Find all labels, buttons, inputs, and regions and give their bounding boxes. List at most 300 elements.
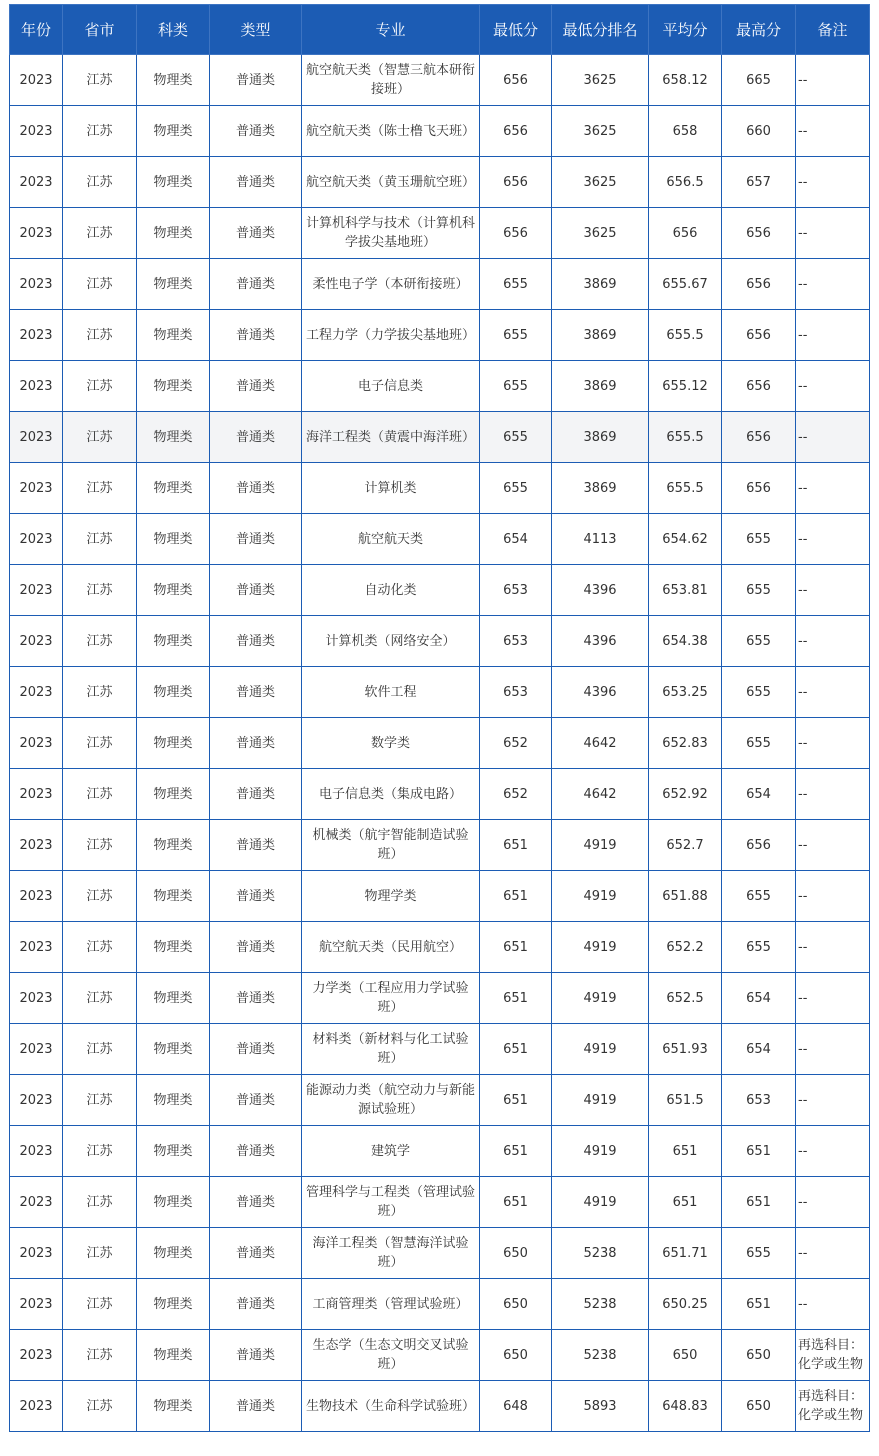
cell-type: 普通类	[210, 1228, 302, 1279]
table-header-row	[10, 5, 870, 55]
cell-major: 能源动力类（航空动力与新能源试验班）	[302, 1075, 480, 1126]
cell-type: 普通类	[210, 1381, 302, 1432]
header-avg-score: 平均分	[649, 5, 722, 55]
cell-max-score: 656	[722, 412, 796, 463]
cell-max-score: 653	[722, 1075, 796, 1126]
cell-min-score: 656	[480, 55, 552, 106]
cell-avg-score: 655.5	[649, 310, 722, 361]
cell-min-score: 655	[480, 259, 552, 310]
table-row	[10, 412, 870, 463]
cell-subject-category: 物理类	[137, 871, 210, 922]
table-row	[10, 1075, 870, 1126]
cell-min-score: 648	[480, 1381, 552, 1432]
cell-major: 工程力学（力学拔尖基地班）	[302, 310, 480, 361]
cell-min-score-rank: 4919	[552, 871, 649, 922]
cell-avg-score: 654.38	[649, 616, 722, 667]
cell-major: 生态学（生态文明交叉试验班）	[302, 1330, 480, 1381]
table-row	[10, 1228, 870, 1279]
cell-year: 2023	[10, 922, 63, 973]
table-row	[10, 973, 870, 1024]
cell-subject-category: 物理类	[137, 922, 210, 973]
table-row	[10, 208, 870, 259]
table-row	[10, 820, 870, 871]
cell-min-score: 654	[480, 514, 552, 565]
cell-major: 电子信息类（集成电路）	[302, 769, 480, 820]
cell-subject-category: 物理类	[137, 667, 210, 718]
cell-subject-category: 物理类	[137, 1279, 210, 1330]
cell-type: 普通类	[210, 1177, 302, 1228]
cell-subject-category: 物理类	[137, 1381, 210, 1432]
cell-year: 2023	[10, 1126, 63, 1177]
cell-avg-score: 658.12	[649, 55, 722, 106]
cell-province: 江苏	[63, 1330, 137, 1381]
cell-type: 普通类	[210, 157, 302, 208]
cell-avg-score: 650.25	[649, 1279, 722, 1330]
cell-type: 普通类	[210, 718, 302, 769]
cell-avg-score: 656.5	[649, 157, 722, 208]
header-type: 类型	[210, 5, 302, 55]
cell-major: 建筑学	[302, 1126, 480, 1177]
cell-remarks: --	[796, 820, 870, 871]
cell-min-score: 653	[480, 565, 552, 616]
cell-avg-score: 651.88	[649, 871, 722, 922]
cell-major: 材料类（新材料与化工试验班）	[302, 1024, 480, 1075]
cell-type: 普通类	[210, 667, 302, 718]
cell-year: 2023	[10, 1177, 63, 1228]
cell-avg-score: 650	[649, 1330, 722, 1381]
cell-min-score-rank: 4919	[552, 1024, 649, 1075]
cell-min-score-rank: 5893	[552, 1381, 649, 1432]
cell-province: 江苏	[63, 106, 137, 157]
cell-subject-category: 物理类	[137, 463, 210, 514]
cell-subject-category: 物理类	[137, 718, 210, 769]
cell-subject-category: 物理类	[137, 259, 210, 310]
cell-avg-score: 655.5	[649, 412, 722, 463]
cell-type: 普通类	[210, 259, 302, 310]
cell-max-score: 651	[722, 1177, 796, 1228]
cell-max-score: 650	[722, 1330, 796, 1381]
cell-major: 海洋工程类（智慧海洋试验班）	[302, 1228, 480, 1279]
cell-remarks: 再选科目：化学或生物	[796, 1381, 870, 1432]
cell-min-score: 655	[480, 361, 552, 412]
cell-min-score: 650	[480, 1330, 552, 1381]
cell-min-score-rank: 5238	[552, 1279, 649, 1330]
cell-type: 普通类	[210, 361, 302, 412]
cell-subject-category: 物理类	[137, 514, 210, 565]
cell-type: 普通类	[210, 514, 302, 565]
cell-avg-score: 654.62	[649, 514, 722, 565]
cell-min-score-rank: 3625	[552, 157, 649, 208]
cell-remarks: --	[796, 718, 870, 769]
cell-min-score-rank: 5238	[552, 1228, 649, 1279]
table-row	[10, 361, 870, 412]
cell-major: 航空航天类（智慧三航本研衔接班）	[302, 55, 480, 106]
cell-min-score: 652	[480, 718, 552, 769]
cell-max-score: 654	[722, 769, 796, 820]
cell-subject-category: 物理类	[137, 616, 210, 667]
cell-major: 航空航天类（陈士橹飞天班）	[302, 106, 480, 157]
cell-type: 普通类	[210, 1279, 302, 1330]
table-row	[10, 514, 870, 565]
admission-scores-table	[9, 4, 870, 1432]
header-max-score: 最高分	[722, 5, 796, 55]
cell-subject-category: 物理类	[137, 1330, 210, 1381]
header-province: 省市	[63, 5, 137, 55]
cell-province: 江苏	[63, 463, 137, 514]
table-row	[10, 55, 870, 106]
table-row	[10, 463, 870, 514]
cell-type: 普通类	[210, 871, 302, 922]
table-row	[10, 1381, 870, 1432]
cell-province: 江苏	[63, 565, 137, 616]
cell-type: 普通类	[210, 310, 302, 361]
cell-province: 江苏	[63, 769, 137, 820]
admission-scores-table-container	[9, 4, 869, 1432]
cell-remarks: --	[796, 1279, 870, 1330]
cell-major: 电子信息类	[302, 361, 480, 412]
header-major: 专业	[302, 5, 480, 55]
cell-year: 2023	[10, 1381, 63, 1432]
cell-min-score: 651	[480, 871, 552, 922]
cell-major: 生物技术（生命科学试验班）	[302, 1381, 480, 1432]
cell-year: 2023	[10, 973, 63, 1024]
cell-province: 江苏	[63, 616, 137, 667]
cell-remarks: --	[796, 106, 870, 157]
cell-min-score-rank: 4919	[552, 1075, 649, 1126]
cell-min-score: 652	[480, 769, 552, 820]
cell-min-score: 653	[480, 667, 552, 718]
cell-avg-score: 655.5	[649, 463, 722, 514]
cell-min-score-rank: 3625	[552, 106, 649, 157]
cell-province: 江苏	[63, 157, 137, 208]
cell-province: 江苏	[63, 667, 137, 718]
cell-remarks: --	[796, 310, 870, 361]
cell-min-score: 653	[480, 616, 552, 667]
cell-min-score: 655	[480, 463, 552, 514]
cell-year: 2023	[10, 616, 63, 667]
table-row	[10, 565, 870, 616]
cell-remarks: 再选科目：化学或生物	[796, 1330, 870, 1381]
cell-province: 江苏	[63, 820, 137, 871]
cell-province: 江苏	[63, 514, 137, 565]
cell-remarks: --	[796, 55, 870, 106]
cell-type: 普通类	[210, 1024, 302, 1075]
table-row	[10, 106, 870, 157]
cell-year: 2023	[10, 310, 63, 361]
table-row	[10, 769, 870, 820]
table-row	[10, 259, 870, 310]
header-min-score-rank: 最低分排名	[552, 5, 649, 55]
cell-remarks: --	[796, 1024, 870, 1075]
cell-remarks: --	[796, 565, 870, 616]
cell-type: 普通类	[210, 412, 302, 463]
cell-min-score: 650	[480, 1279, 552, 1330]
cell-avg-score: 655.12	[649, 361, 722, 412]
cell-province: 江苏	[63, 1177, 137, 1228]
cell-major: 柔性电子学（本研衔接班）	[302, 259, 480, 310]
cell-subject-category: 物理类	[137, 1177, 210, 1228]
cell-min-score-rank: 4113	[552, 514, 649, 565]
cell-subject-category: 物理类	[137, 412, 210, 463]
cell-province: 江苏	[63, 871, 137, 922]
cell-province: 江苏	[63, 310, 137, 361]
cell-avg-score: 648.83	[649, 1381, 722, 1432]
cell-type: 普通类	[210, 820, 302, 871]
table-row	[10, 718, 870, 769]
cell-max-score: 654	[722, 1024, 796, 1075]
cell-remarks: --	[796, 1228, 870, 1279]
cell-subject-category: 物理类	[137, 1126, 210, 1177]
header-remarks: 备注	[796, 5, 870, 55]
cell-year: 2023	[10, 871, 63, 922]
cell-max-score: 655	[722, 871, 796, 922]
table-row	[10, 157, 870, 208]
cell-year: 2023	[10, 565, 63, 616]
cell-major: 机械类（航宇智能制造试验班）	[302, 820, 480, 871]
cell-min-score-rank: 4396	[552, 616, 649, 667]
cell-min-score: 656	[480, 157, 552, 208]
cell-remarks: --	[796, 259, 870, 310]
cell-min-score: 651	[480, 1075, 552, 1126]
cell-remarks: --	[796, 514, 870, 565]
cell-major: 自动化类	[302, 565, 480, 616]
cell-avg-score: 652.92	[649, 769, 722, 820]
cell-avg-score: 652.5	[649, 973, 722, 1024]
cell-year: 2023	[10, 463, 63, 514]
cell-year: 2023	[10, 1024, 63, 1075]
table-row	[10, 871, 870, 922]
cell-subject-category: 物理类	[137, 565, 210, 616]
cell-province: 江苏	[63, 259, 137, 310]
cell-major: 航空航天类（黄玉珊航空班）	[302, 157, 480, 208]
cell-min-score: 655	[480, 310, 552, 361]
cell-year: 2023	[10, 667, 63, 718]
cell-province: 江苏	[63, 1228, 137, 1279]
cell-province: 江苏	[63, 1126, 137, 1177]
cell-max-score: 656	[722, 208, 796, 259]
cell-max-score: 655	[722, 718, 796, 769]
cell-type: 普通类	[210, 769, 302, 820]
cell-max-score: 656	[722, 361, 796, 412]
cell-min-score-rank: 3869	[552, 463, 649, 514]
cell-max-score: 650	[722, 1381, 796, 1432]
cell-remarks: --	[796, 463, 870, 514]
cell-max-score: 656	[722, 310, 796, 361]
cell-subject-category: 物理类	[137, 1228, 210, 1279]
cell-min-score-rank: 4642	[552, 718, 649, 769]
cell-major: 计算机科学与技术（计算机科学拔尖基地班）	[302, 208, 480, 259]
cell-min-score-rank: 4919	[552, 1177, 649, 1228]
table-row	[10, 1330, 870, 1381]
cell-remarks: --	[796, 361, 870, 412]
table-row	[10, 310, 870, 361]
cell-subject-category: 物理类	[137, 1075, 210, 1126]
cell-max-score: 655	[722, 667, 796, 718]
cell-subject-category: 物理类	[137, 310, 210, 361]
cell-min-score-rank: 3625	[552, 55, 649, 106]
table-row	[10, 922, 870, 973]
cell-province: 江苏	[63, 1279, 137, 1330]
cell-type: 普通类	[210, 973, 302, 1024]
cell-max-score: 654	[722, 973, 796, 1024]
cell-province: 江苏	[63, 55, 137, 106]
cell-min-score: 651	[480, 973, 552, 1024]
cell-remarks: --	[796, 412, 870, 463]
cell-major: 物理学类	[302, 871, 480, 922]
cell-avg-score: 651	[649, 1177, 722, 1228]
cell-major: 管理科学与工程类（管理试验班）	[302, 1177, 480, 1228]
cell-type: 普通类	[210, 1126, 302, 1177]
cell-remarks: --	[796, 871, 870, 922]
cell-remarks: --	[796, 616, 870, 667]
cell-subject-category: 物理类	[137, 361, 210, 412]
table-row	[10, 616, 870, 667]
cell-min-score: 656	[480, 208, 552, 259]
cell-major: 海洋工程类（黄震中海洋班）	[302, 412, 480, 463]
cell-year: 2023	[10, 55, 63, 106]
cell-type: 普通类	[210, 463, 302, 514]
cell-subject-category: 物理类	[137, 157, 210, 208]
cell-min-score-rank: 4396	[552, 565, 649, 616]
cell-avg-score: 653.81	[649, 565, 722, 616]
cell-remarks: --	[796, 1126, 870, 1177]
cell-max-score: 655	[722, 565, 796, 616]
cell-min-score-rank: 4642	[552, 769, 649, 820]
cell-major: 软件工程	[302, 667, 480, 718]
cell-remarks: --	[796, 208, 870, 259]
cell-avg-score: 658	[649, 106, 722, 157]
cell-min-score: 651	[480, 1177, 552, 1228]
cell-year: 2023	[10, 1279, 63, 1330]
cell-type: 普通类	[210, 1075, 302, 1126]
cell-year: 2023	[10, 259, 63, 310]
table-row	[10, 1126, 870, 1177]
cell-major: 力学类（工程应用力学试验班）	[302, 973, 480, 1024]
cell-min-score: 651	[480, 820, 552, 871]
cell-remarks: --	[796, 973, 870, 1024]
cell-min-score-rank: 3869	[552, 412, 649, 463]
cell-subject-category: 物理类	[137, 1024, 210, 1075]
table-row	[10, 1177, 870, 1228]
cell-province: 江苏	[63, 718, 137, 769]
cell-max-score: 660	[722, 106, 796, 157]
cell-province: 江苏	[63, 1024, 137, 1075]
cell-min-score-rank: 4919	[552, 922, 649, 973]
cell-remarks: --	[796, 1075, 870, 1126]
cell-min-score: 651	[480, 1024, 552, 1075]
cell-subject-category: 物理类	[137, 55, 210, 106]
cell-subject-category: 物理类	[137, 208, 210, 259]
cell-avg-score: 653.25	[649, 667, 722, 718]
cell-year: 2023	[10, 1075, 63, 1126]
cell-remarks: --	[796, 769, 870, 820]
cell-subject-category: 物理类	[137, 820, 210, 871]
cell-min-score: 656	[480, 106, 552, 157]
cell-province: 江苏	[63, 1075, 137, 1126]
cell-year: 2023	[10, 208, 63, 259]
cell-min-score-rank: 5238	[552, 1330, 649, 1381]
cell-avg-score: 651	[649, 1126, 722, 1177]
cell-type: 普通类	[210, 922, 302, 973]
cell-max-score: 655	[722, 514, 796, 565]
cell-year: 2023	[10, 412, 63, 463]
cell-remarks: --	[796, 1177, 870, 1228]
cell-min-score-rank: 4919	[552, 820, 649, 871]
cell-max-score: 657	[722, 157, 796, 208]
cell-type: 普通类	[210, 55, 302, 106]
cell-max-score: 655	[722, 616, 796, 667]
cell-province: 江苏	[63, 361, 137, 412]
cell-major: 工商管理类（管理试验班）	[302, 1279, 480, 1330]
cell-max-score: 651	[722, 1279, 796, 1330]
cell-major: 计算机类（网络安全）	[302, 616, 480, 667]
cell-avg-score: 655.67	[649, 259, 722, 310]
cell-type: 普通类	[210, 1330, 302, 1381]
cell-province: 江苏	[63, 1381, 137, 1432]
cell-major: 航空航天类	[302, 514, 480, 565]
header-min-score: 最低分	[480, 5, 552, 55]
cell-min-score-rank: 3869	[552, 310, 649, 361]
cell-type: 普通类	[210, 616, 302, 667]
cell-min-score-rank: 3625	[552, 208, 649, 259]
cell-avg-score: 651.93	[649, 1024, 722, 1075]
cell-avg-score: 652.83	[649, 718, 722, 769]
cell-min-score: 651	[480, 1126, 552, 1177]
cell-max-score: 651	[722, 1126, 796, 1177]
cell-avg-score: 651.5	[649, 1075, 722, 1126]
cell-major: 计算机类	[302, 463, 480, 514]
cell-year: 2023	[10, 106, 63, 157]
cell-min-score: 650	[480, 1228, 552, 1279]
cell-province: 江苏	[63, 208, 137, 259]
cell-province: 江苏	[63, 412, 137, 463]
cell-max-score: 665	[722, 55, 796, 106]
header-year: 年份	[10, 5, 63, 55]
cell-year: 2023	[10, 769, 63, 820]
cell-type: 普通类	[210, 106, 302, 157]
cell-remarks: --	[796, 157, 870, 208]
cell-min-score: 655	[480, 412, 552, 463]
cell-avg-score: 656	[649, 208, 722, 259]
cell-year: 2023	[10, 514, 63, 565]
cell-type: 普通类	[210, 208, 302, 259]
cell-year: 2023	[10, 718, 63, 769]
cell-major: 数学类	[302, 718, 480, 769]
cell-remarks: --	[796, 667, 870, 718]
cell-min-score: 651	[480, 922, 552, 973]
cell-subject-category: 物理类	[137, 106, 210, 157]
table-row	[10, 1024, 870, 1075]
cell-max-score: 656	[722, 259, 796, 310]
cell-avg-score: 651.71	[649, 1228, 722, 1279]
cell-type: 普通类	[210, 565, 302, 616]
cell-avg-score: 652.2	[649, 922, 722, 973]
cell-year: 2023	[10, 820, 63, 871]
cell-max-score: 656	[722, 463, 796, 514]
cell-province: 江苏	[63, 922, 137, 973]
table-row	[10, 667, 870, 718]
cell-year: 2023	[10, 361, 63, 412]
cell-min-score-rank: 4919	[552, 1126, 649, 1177]
cell-year: 2023	[10, 1330, 63, 1381]
cell-remarks: --	[796, 922, 870, 973]
cell-major: 航空航天类（民用航空）	[302, 922, 480, 973]
cell-year: 2023	[10, 157, 63, 208]
cell-max-score: 656	[722, 820, 796, 871]
header-subject-category: 科类	[137, 5, 210, 55]
cell-max-score: 655	[722, 1228, 796, 1279]
cell-subject-category: 物理类	[137, 973, 210, 1024]
